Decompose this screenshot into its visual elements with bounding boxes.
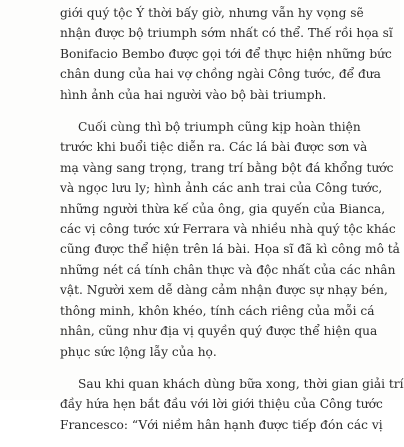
- text-line: giới quý tộc Ý thời bấy giờ, nhưng vẫn hy vọng sẽ: [60, 6, 364, 20]
- text-line: phục sức lộng lẫy của họ.: [60, 344, 217, 359]
- text-line: Sau khi quan khách dùng bữa xong, thời gian giải trí: [78, 376, 404, 391]
- text-line: đầy hứa hẹn bắt đầu với lời giới thiệu của Công tước: [60, 397, 383, 412]
- text-line: Cuối cùng thì bộ triumph cũng kịp hoàn thiện: [78, 120, 361, 135]
- paragraph-1: [60, 3, 393, 105]
- paragraph-3: [60, 374, 404, 435]
- body-text: [60, 3, 404, 447]
- text-line: trước khi buổi tiệc diễn ra. Các lá bài được sơn và: [60, 140, 368, 155]
- text-line: thông minh, khôn khéo, tính cách riêng của mỗi cá: [60, 303, 375, 318]
- text-line: và ngọc lưu ly; hình ảnh các anh trai của Công tước,: [60, 181, 383, 196]
- text-line: cũng được thể hiện trên lá bài. Họa sĩ đã kì công mô tả: [60, 242, 400, 257]
- text-line: các vị công tước xứ Ferrara và nhiều nhà quý tộc khác: [60, 222, 396, 237]
- text-line: chân dung của hai vợ chồng ngài Công tước, để đưa: [60, 67, 381, 82]
- text-line: Bonifacio Bembo được gọi tới để thực hiện những bức: [60, 46, 392, 61]
- text-line: nhân, cũng như địa vị quyền quý được thể hiện qua: [60, 324, 378, 339]
- text-line: những người thừa kế của ông, gia quyến của Bianca,: [60, 201, 386, 216]
- text-line: hình ảnh của hai người vào bộ bài triumph.: [60, 87, 327, 102]
- text-line: vật. Người xem dễ dàng cảm nhận được sự nhạy bén,: [60, 283, 388, 298]
- text-line: Francesco: “Với niềm hân hạnh được tiếp đón các vị: [60, 417, 383, 432]
- text-line: những nét cá tính chân thực và độc nhất của các nhân: [60, 262, 396, 277]
- text-line: nhận được bộ triumph sớm nhất có thể. Thế rồi họa sĩ: [60, 26, 393, 41]
- paragraph-2: [60, 117, 400, 362]
- text-line: mạ vàng sang trọng, trang trí bằng bột đá khổng tước: [60, 160, 394, 175]
